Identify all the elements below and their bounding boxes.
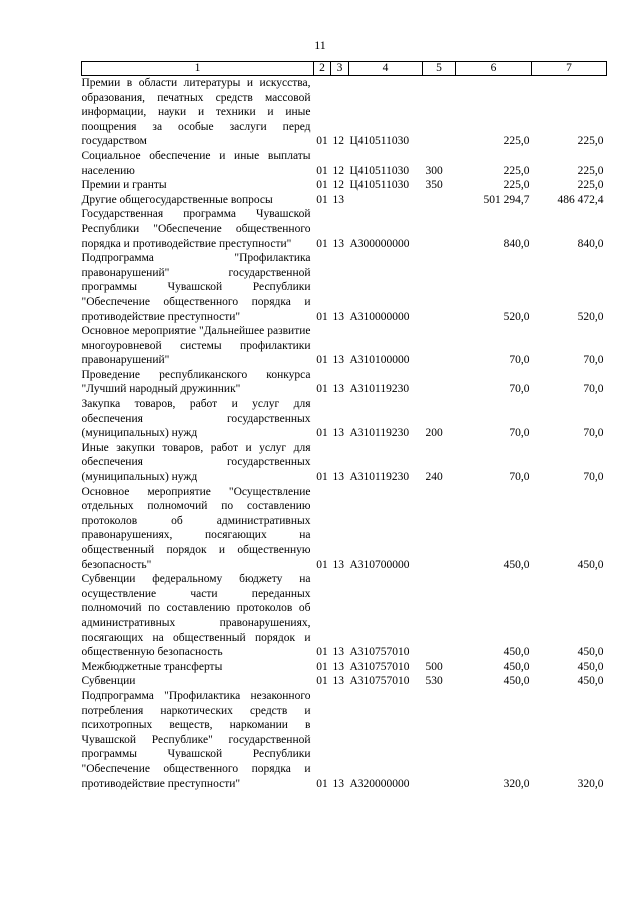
row-expense-type: 530 [425,675,443,688]
row-amount-year-2: 450,0 [577,675,604,688]
row-expense-type: 200 [425,427,443,440]
row-expense-type [423,368,456,397]
row-name: Основное мероприятие "Осуществление отдельных полномочий по составлению протоколов об административных правонарушениях, посягающих на общественный порядок и общественную безопасность" [81,485,311,571]
table-row [82,441,607,485]
row-subsection: 12 [332,135,344,148]
row-name: Субвенции федеральному бюджету на осуществление части переданных полномочий по составлению протоколов об административных правонарушениях, посягающих на общественный порядок и общественную безопасность [81,573,311,659]
row-amount-year-2: 450,0 [577,660,604,673]
row-target-article: А310000000 [349,310,410,323]
row-section: 01 [316,558,328,571]
row-amount-year-2: 450,0 [577,646,604,659]
row-subsection: 13 [332,427,344,440]
row-amount-year-1: 320,0 [503,777,530,790]
row-subsection: 13 [332,646,344,659]
table-row [82,207,607,251]
row-expense-type [423,193,456,208]
row-amount-year-1: 450,0 [503,558,530,571]
row-name: Государственная программа Чувашской Республики "Обеспечение общественного порядка и противодействие преступности" [81,208,311,250]
row-amount-year-1: 70,0 [509,427,530,440]
row-expense-type [423,76,456,149]
row-name: Социальное обеспечение и иные выплаты населению [81,149,311,177]
header-col-4: 4 [349,62,423,76]
row-subsection: 13 [332,558,344,571]
row-name: Премии и гранты [81,179,167,192]
budget-table [81,61,607,791]
row-section: 01 [316,777,328,790]
table-row [82,149,607,178]
header-col-6: 6 [456,62,532,76]
row-subsection: 12 [332,179,344,192]
row-amount-year-1: 520,0 [503,310,530,323]
row-section: 01 [316,427,328,440]
row-name: Основное мероприятие "Дальнейшее развитие многоуровневой системы профилактики правонарушений" [81,325,311,367]
row-amount-year-1: 450,0 [503,646,530,659]
table-row [82,689,607,791]
row-amount-year-1: 225,0 [503,164,530,177]
table-row [82,193,607,208]
table-row [82,397,607,441]
row-expense-type [423,689,456,791]
row-target-article: А310757010 [349,646,410,659]
row-amount-year-2: 320,0 [577,777,604,790]
header-col-7: 7 [532,62,607,76]
row-target-article: А310757010 [349,660,410,673]
row-amount-year-1: 70,0 [509,354,530,367]
row-section: 01 [316,675,328,688]
table-body [82,76,607,792]
row-subsection: 13 [332,310,344,323]
row-amount-year-2: 70,0 [583,383,604,396]
row-target-article: А320000000 [349,777,410,790]
row-expense-type: 350 [425,179,443,192]
row-target-article: А310100000 [349,354,410,367]
row-target-article [349,193,423,208]
row-name: Субвенции [81,675,136,688]
row-name: Подпрограмма "Профилактика правонарушений" государственной программы Чувашской Республики "Обеспечение общественного порядка и противодействие преступности" [81,252,311,323]
row-subsection: 13 [332,660,344,673]
row-target-article: А310119230 [349,471,410,484]
row-amount-year-1: 70,0 [509,471,530,484]
row-amount-year-2: 225,0 [577,164,604,177]
row-name: Подпрограмма "Профилактика незаконного потребления наркотических средств и психотропных веществ, наркомании в Чувашской Республике" государственной программы Чувашской Республики "Обеспечение общественного порядка и противодействие преступности" [81,689,311,790]
row-target-article: Ц410511030 [349,179,410,192]
row-amount-year-2: 840,0 [577,237,604,250]
row-target-article: Ц410511030 [349,135,410,148]
row-target-article: Ц410511030 [349,164,410,177]
row-amount-year-1: 225,0 [503,135,530,148]
row-amount-year-2: 450,0 [577,558,604,571]
row-expense-type [423,485,456,573]
row-subsection: 12 [332,164,344,177]
row-amount-year-2: 520,0 [577,310,604,323]
row-section: 01 [316,471,328,484]
row-target-article: А300000000 [349,237,410,250]
header-col-5: 5 [423,62,456,76]
row-amount-year-1: 450,0 [503,660,530,673]
row-expense-type: 500 [425,660,443,673]
row-amount-year-1: 840,0 [503,237,530,250]
row-expense-type: 240 [425,471,443,484]
table-row [82,660,607,675]
row-section: 01 [316,164,328,177]
header-col-1: 1 [82,62,314,76]
header-row [82,62,607,76]
header-col-2: 2 [314,62,331,76]
row-expense-type [423,251,456,324]
table-row [82,572,607,660]
row-target-article: А310119230 [349,383,410,396]
header-col-3: 3 [331,62,349,76]
row-expense-type [423,207,456,251]
row-subsection: 13 [332,354,344,367]
row-amount-year-2: 486 472,4 [557,193,604,206]
row-subsection: 13 [332,237,344,250]
row-amount-year-2: 225,0 [577,135,604,148]
row-amount-year-2: 225,0 [577,179,604,192]
row-subsection: 13 [332,675,344,688]
row-amount-year-1: 450,0 [503,675,530,688]
row-section: 01 [316,646,328,659]
row-section: 01 [316,660,328,673]
row-expense-type [423,324,456,368]
table-row [82,178,607,193]
row-name: Премии в области литературы и искусства, образования, печатных средств массовой информации, науки и техники и иные поощрения за особые заслуги перед государством [81,77,311,148]
table-row [82,485,607,573]
table-row [82,368,607,397]
row-amount-year-2: 70,0 [583,427,604,440]
table-row [82,674,607,689]
row-name: Иные закупки товаров, работ и услуг для обеспечения государственных (муниципальных) нужд [81,441,311,484]
row-amount-year-1: 501 294,7 [483,193,530,206]
row-subsection: 13 [332,471,344,484]
row-name: Межбюджетные трансферты [81,660,223,673]
row-section: 01 [316,354,328,367]
row-amount-year-2: 70,0 [583,354,604,367]
row-section: 01 [316,237,328,250]
table-row [82,324,607,368]
row-target-article: А310119230 [349,427,410,440]
page-number: 11 [314,38,326,52]
row-section: 01 [316,193,328,206]
row-subsection: 13 [332,193,344,206]
row-target-article: А310757010 [349,675,410,688]
row-expense-type: 300 [425,164,443,177]
row-expense-type [423,572,456,660]
row-target-article: А310700000 [349,558,410,571]
row-section: 01 [316,310,328,323]
row-amount-year-1: 225,0 [503,179,530,192]
row-amount-year-2: 70,0 [583,471,604,484]
row-amount-year-1: 70,0 [509,383,530,396]
row-section: 01 [316,179,328,192]
row-section: 01 [316,383,328,396]
row-subsection: 13 [332,777,344,790]
table-row [82,251,607,324]
row-name: Проведение республиканского конкурса "Лучший народный дружинник" [81,368,311,396]
row-subsection: 13 [332,383,344,396]
row-name: Закупка товаров, работ и услуг для обеспечения государственных (муниципальных) нужд [81,398,311,440]
table-row [82,76,607,149]
row-section: 01 [316,135,328,148]
row-name: Другие общегосударственные вопросы [81,193,273,206]
